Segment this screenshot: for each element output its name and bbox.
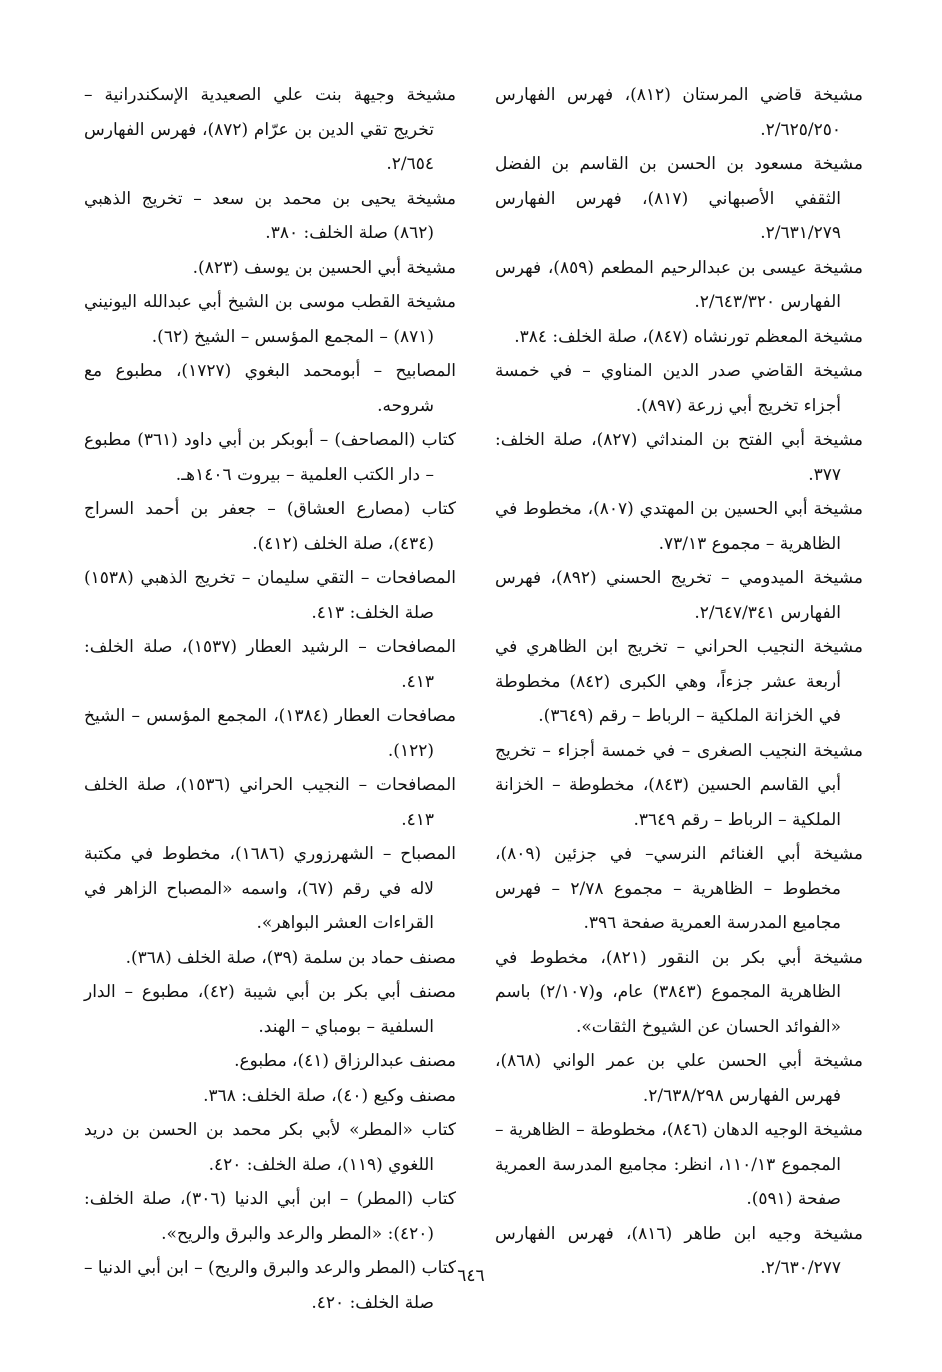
- index-entry: مشيخة أبي الفتح بن المنداثي (٨٢٧)، صلة الخلف: ٣٧٧.: [495, 430, 863, 485]
- index-entry: مشيخة وجيهة بنت علي الصعيدية الإسكندرانية – تخريج تقي الدين بن عرّام (٨٧٢)، فهرس الفهارس ٢/٦٥٤.: [84, 85, 456, 174]
- index-entry: مشيخة أبي الحسين بن يوسف (٨٢٣).: [192, 257, 456, 278]
- index-entry: مشيخة القطب موسى بن الشيخ أبي عبدالله اليونيني (٨٧١) – المجمع المؤسس – الشيخ (٦٢).: [84, 292, 456, 347]
- index-entry: مصافحات العطار (١٣٨٤)، المجمع المؤسس – الشيخ (١٢٢).: [84, 706, 456, 761]
- index-entry: مصنف أبي بكر بن أبي شيبة (٤٢)، مطبوع – الدار السلفية – بومباي – الهند.: [84, 982, 457, 1037]
- index-entry: كتاب (مصارع العشاق) – جعفر بن أحمد السراج (٤٣٤)، صلة الخلف (٤١٢).: [84, 499, 456, 554]
- index-entry: المصباح – الشهرزوري (١٦٨٦)، مخطوط في مكتبة لاله في رقم (٦٧)، واسمه «المصباح الزاهر في القراءات العشر البواهر».: [84, 844, 456, 933]
- index-entry: مشيخة القاضي صدر الدين المناوي – في خمسة أجزاء تخريج أبي زرعة (٨٩٧).: [495, 361, 863, 416]
- index-entry: مشيخة عيسى بن عبدالرحيم المطعم (٨٥٩)، فهرس الفهارس ٢/٦٤٣/٣٢٠.: [495, 257, 863, 312]
- index-entry: كتاب (المطر والرعد والبرق والريح) – ابن أبي الدنيا – صلة الخلف: ٤٢٠.: [84, 1258, 456, 1313]
- index-entry: مشيخة النجيب الحراني – تخريج ابن الظاهري في أربعة عشر جزءاً، وهي الكبرى (٨٤٢) مخطوطة في الخزانة الملكية – الرباط – رقم (٣٦٤٩).: [495, 637, 863, 726]
- index-entry: مشيخة النجيب الصغرى – في خمسة أجزاء – تخريج أبي القاسم الحسين (٨٤٣)، مخطوطة – الخزانة الملكية – الرباط – رقم ٣٦٤٩.: [495, 740, 863, 830]
- index-entry: مشيخة الوجيه الدهان (٨٤٦)، مخطوطة – الظاهرية – المجموع ١١٠/١٣، انظر: مجاميع المدرسة العمرية صفحة (٥٩١).: [495, 1120, 864, 1209]
- index-entry: مصنف حماد بن سلمة (٣٩)، صلة الخلف (٣٦٨).: [125, 947, 456, 968]
- index-entry: مشيخة أبي الحسن علي بن عمر الواني (٨٦٨)، فهرس الفهارس ٢/٦٣٨/٢٩٨.: [495, 1051, 863, 1106]
- index-entry: مصنف عبدالرزاق (٤١)، مطبوع.: [234, 1051, 456, 1071]
- index-entry: المصابيح – أبومحمد البغوي (١٧٢٧)، مطبوع مع شروحه.: [84, 361, 456, 416]
- index-entry: مشيخة وجيه ابن طاهر (٨١٦)، فهرس الفهارس ٢/٦٣٠/٢٧٧.: [495, 1223, 863, 1278]
- index-entry: مشيخة الميدومي – تخريج الحسني (٨٩٢)، فهرس الفهارس ٢/٦٤٧/٣٤١.: [495, 568, 863, 623]
- index-entry: كتاب (المصاحف) – أبوبكر بن أبي داود (٣٦١) مطبوع – دار الكتب العلمية – بيروت ١٤٠٦هـ.: [84, 430, 456, 485]
- page-number: ٦٤٦: [457, 1266, 485, 1286]
- index-entry: مشيخة قاضي المرستان (٨١٢)، فهرس الفهارس ٢/٦٢٥/٢٥٠.: [495, 85, 863, 140]
- index-entry: المصافحات – الرشيد العطار (١٥٣٧)، صلة الخلف: ٤١٣.: [84, 637, 457, 692]
- index-entry: مشيخة أبي بكر بن النقور (٨٢١)، مخطوط في الظاهرية المجموع (٣٨٤٣) عام، و(٢/١٠٧) باسم «الفوائد الحسان عن الشيوخ الثقات».: [495, 947, 863, 1037]
- index-entry: مشيخة أبي الحسين بن المهتدي (٨٠٧)، مخطوط في الظاهرية – مجموع ٧٣/١٣.: [495, 499, 863, 554]
- index-entry: كتاب (المطر) – ابن أبي الدنيا (٣٠٦)، صلة الخلف: (٤٢٠): «المطر والرعد والبرق والريح».: [84, 1189, 457, 1244]
- index-entry: مشيخة مسعود بن الحسن بن القاسم بن الفضل الثقفي الأصبهاني (٨١٧)، فهرس الفهارس ٢/٦٣١/٢٧٩.: [495, 154, 863, 243]
- index-entry: مشيخة المعظم تورنشاه (٨٤٧)، صلة الخلف: ٣٨٤.: [514, 326, 863, 347]
- index-entry: مشيخة أبي الغنائم النرسي– في جزئين (٨٠٩)، مخطوط – الظاهرية – مجموع ٢/٧٨ – فهرس مجاميع المدرسة العمرية صفحة ٣٩٦.: [495, 844, 863, 933]
- index-entry: المصافحات – النجيب الحراني (١٥٣٦)، صلة الخلف ٤١٣.: [84, 775, 456, 830]
- index-entry: المصافحات – التقي سليمان – تخريج الذهبي (١٥٣٨) صلة الخلف: ٤١٣.: [84, 568, 456, 623]
- index-entry: مشيخة يحيى بن محمد بن سعد – تخريج الذهبي (٨٦٢) صلة الخلف: ٣٨٠.: [84, 188, 456, 243]
- index-entry: مصنف وكيع (٤٠)، صلة الخلف: ٣٦٨.: [203, 1085, 456, 1106]
- index-column-right: [495, 78, 863, 1286]
- index-entry: كتاب «المطر» لأبي بكر محمد بن الحسن بن دريد اللغوي (١١٩)، صلة الخلف: ٤٢٠.: [84, 1120, 456, 1175]
- index-column-left: [84, 78, 456, 1320]
